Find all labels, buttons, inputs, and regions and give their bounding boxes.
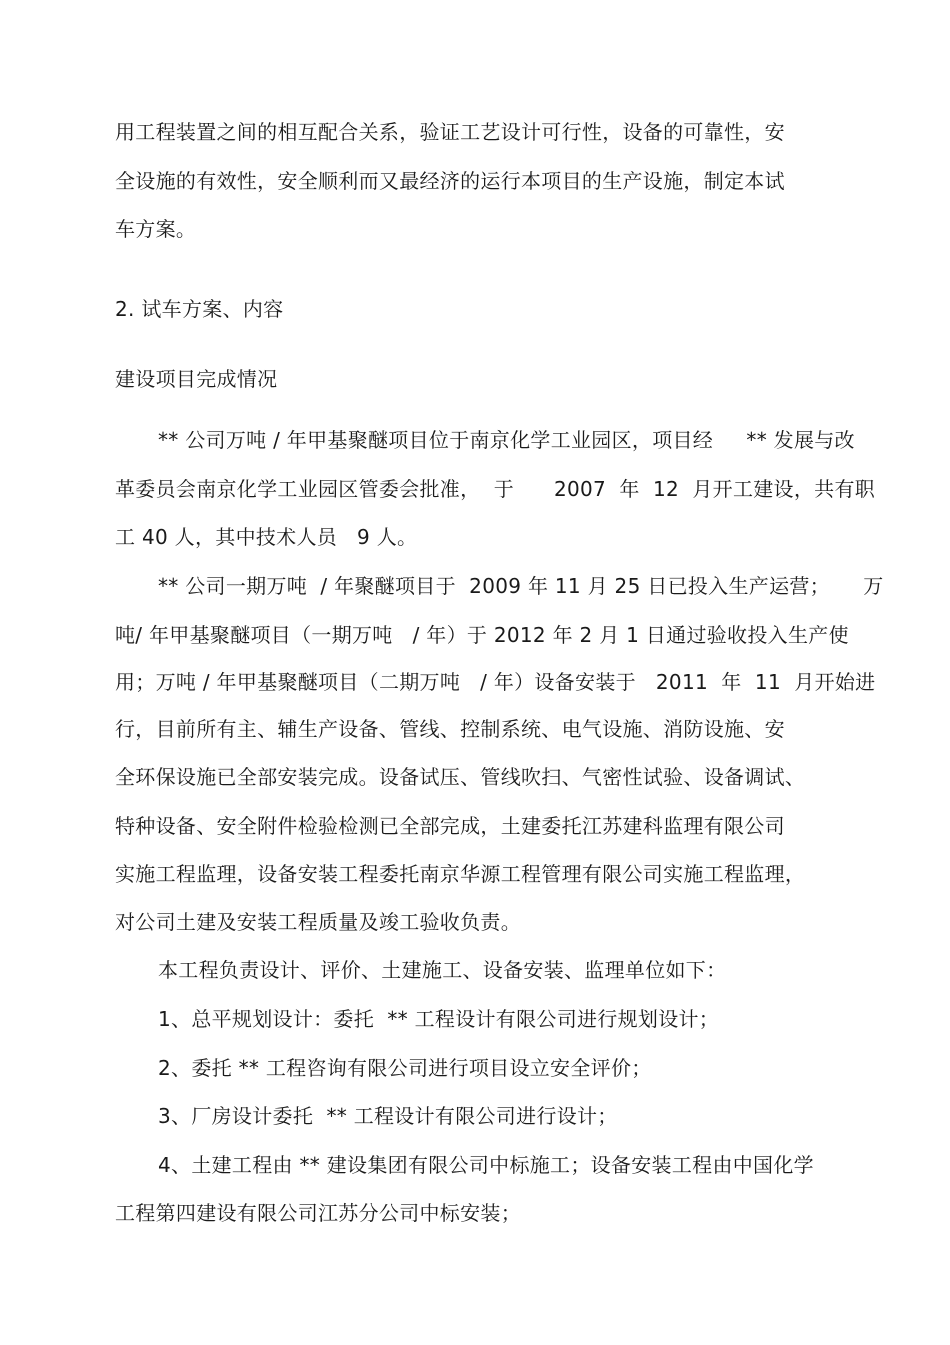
para2-line-5: 全环保设施已全部安装完成。设备试压、管线吹扫、气密性试验、设备调试、 <box>115 765 806 789</box>
para2-line-7: 实施工程监理，设备安装工程委托南京华源工程管理有限公司实施工程监理， <box>115 862 806 886</box>
list-item-1: 1、总平规划设计：委托 ** 工程设计有限公司进行规划设计； <box>158 1007 720 1031</box>
subheading: 建设项目完成情况 <box>115 367 278 391</box>
list-item-2: 2、委托 ** 工程咨询有限公司进行项目设立安全评价； <box>158 1056 652 1080</box>
para3-line: 本工程负责设计、评价、土建施工、设备安装、监理单位如下： <box>158 958 727 982</box>
para2-line-1: ** 公司一期万吨 / 年聚醚项目于 2009 年 11 月 25 日已投入生产运营； 万 <box>158 574 884 598</box>
list-item-4: 4、土建工程由 ** 建设集团有限公司中标施工；设备安装工程由中国化学 <box>158 1153 814 1177</box>
para2-line-6: 特种设备、安全附件检验检测已全部完成，土建委托江苏建科监理有限公司 <box>115 814 785 838</box>
list-item-4-continuation: 工程第四建设有限公司江苏分公司中标安装； <box>115 1201 521 1225</box>
list-item-3: 3、厂房设计委托 ** 工程设计有限公司进行设计； <box>158 1104 618 1128</box>
intro-line-1: 用工程装置之间的相互配合关系，验证工艺设计可行性，设备的可靠性，安 <box>115 120 785 144</box>
intro-line-2: 全设施的有效性，安全顺利而又最经济的运行本项目的生产设施，制定本试 <box>115 169 785 193</box>
para2-line-4: 行，目前所有主、辅生产设备、管线、控制系统、电气设施、消防设施、安 <box>115 717 785 741</box>
section-heading: 2. 试车方案、内容 <box>115 297 284 321</box>
para1-line-2: 革委员会南京化学工业园区管委会批准， 于 2007 年 12 月开工建设，共有职 <box>115 477 876 501</box>
para2-line-8: 对公司土建及安装工程质量及竣工验收负责。 <box>115 910 521 934</box>
intro-line-3: 车方案。 <box>115 217 197 241</box>
para1-line-1: ** 公司万吨 / 年甲基聚醚项目位于南京化学工业园区，项目经 ** 发展与改 <box>158 428 855 452</box>
para1-line-3: 工 40 人，其中技术人员 9 人。 <box>115 525 418 549</box>
para2-line-3: 用；万吨 / 年甲基聚醚项目（二期万吨 / 年）设备安装于 2011 年 11 月开始进 <box>115 670 876 694</box>
para2-line-2: 吨/ 年甲基聚醚项目（一期万吨 / 年）于 2012 年 2 月 1 日通过验收投入生产使 <box>115 623 849 647</box>
